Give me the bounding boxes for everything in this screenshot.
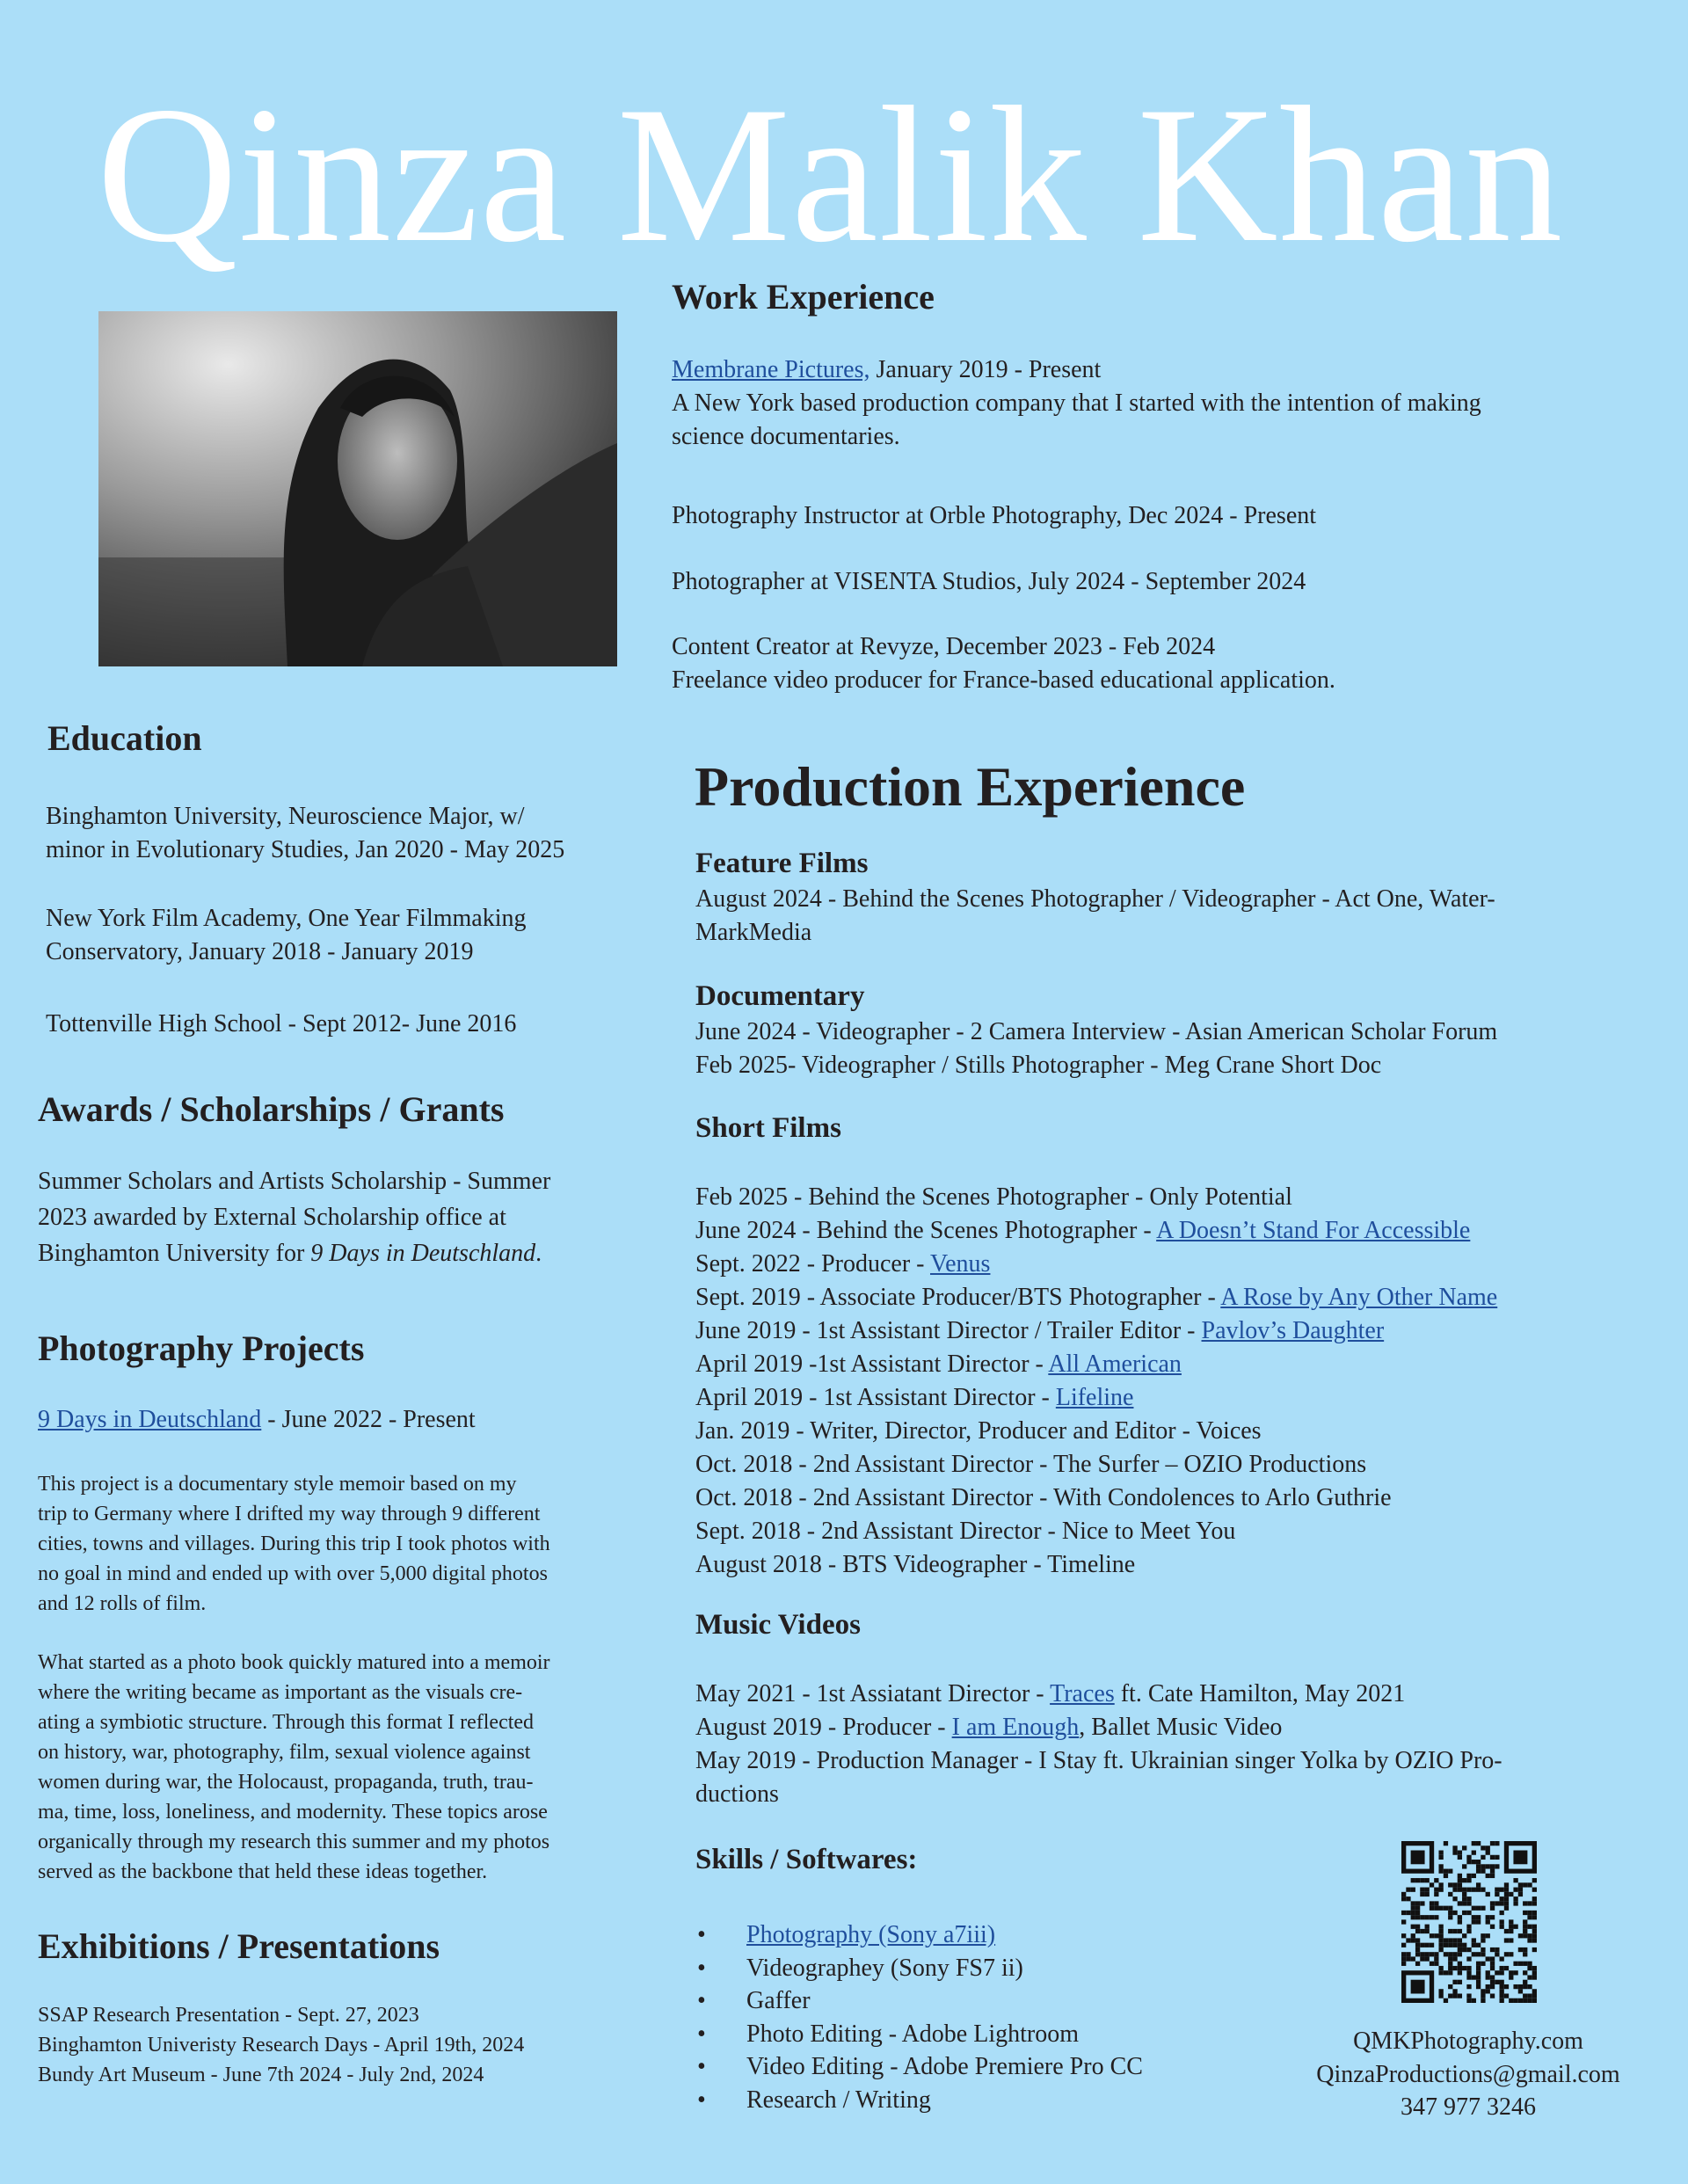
project-link[interactable]: 9 Days in Deutschland bbox=[38, 1406, 262, 1433]
work-experience-heading: Work Experience bbox=[672, 277, 935, 317]
music-video-text: ft. Cate Hamilton, May 2021 bbox=[1114, 1680, 1406, 1707]
project-text-line: ma, time, loss, loneliness, and modernity. These topics arose bbox=[38, 1801, 548, 1824]
exhibitions-list bbox=[38, 2000, 653, 2090]
exhibition-item: Bundy Art Museum - June 7th 2024 - July 2nd, 2024 bbox=[38, 2064, 484, 2086]
music-video-text: ductions bbox=[695, 1780, 779, 1808]
skill-item bbox=[695, 2050, 1258, 2084]
music-video-item bbox=[695, 1678, 1671, 1711]
exhibitions-heading: Exhibitions / Presentations bbox=[38, 1926, 440, 1966]
documentary-list bbox=[695, 1016, 1671, 1082]
work-revyze bbox=[672, 630, 1335, 697]
membrane-desc-1: A New York based production company that I started with the intention of making bbox=[672, 389, 1481, 417]
membrane-pictures-link[interactable]: Membrane Pictures, bbox=[672, 356, 870, 383]
short-film-text: August 2018 - BTS Videographer - Timeline bbox=[695, 1551, 1136, 1578]
work-membrane bbox=[672, 353, 1656, 454]
short-film-text: Oct. 2018 - 2nd Assistant Director - The Surfer – OZIO Productions bbox=[695, 1451, 1367, 1478]
production-heading: Production Experience bbox=[695, 755, 1246, 818]
documentary-item: Feb 2025- Videographer / Stills Photographer - Meg Crane Short Doc bbox=[695, 1052, 1382, 1079]
short-film-item bbox=[695, 1281, 1671, 1314]
project-text-line: women during war, the Holocaust, propaganda, truth, trau- bbox=[38, 1771, 534, 1794]
music-videos-list bbox=[695, 1678, 1671, 1811]
project-text-line: cities, towns and villages. During this trip I took photos with bbox=[38, 1532, 550, 1555]
awards-line: 2023 awarded by External Scholarship office at bbox=[38, 1204, 506, 1231]
education-item bbox=[46, 1008, 644, 1041]
awards-heading: Awards / Scholarships / Grants bbox=[38, 1089, 505, 1129]
skill-item bbox=[695, 1952, 1258, 1985]
bullet-icon: • bbox=[697, 2020, 706, 2048]
awards-line: Summer Scholars and Artists Scholarship - Summer bbox=[38, 1168, 551, 1195]
website-link[interactable]: QMKPhotography.com bbox=[1353, 2027, 1583, 2055]
education-heading: Education bbox=[47, 718, 202, 758]
education-item bbox=[46, 902, 644, 969]
short-film-item bbox=[695, 1415, 1671, 1448]
revyze-title: Content Creator at Revyze, December 2023 - Feb 2024 bbox=[672, 633, 1216, 660]
skill-link[interactable]: Photography (Sony a7iii) bbox=[746, 1921, 996, 1948]
short-film-link[interactable]: Pavlov’s Daughter bbox=[1201, 1317, 1385, 1344]
music-video-item bbox=[695, 1778, 1671, 1811]
short-film-text: June 2024 - Behind the Scenes Photographer - bbox=[695, 1217, 1157, 1244]
short-film-item bbox=[695, 1348, 1671, 1381]
short-film-item bbox=[695, 1481, 1671, 1515]
short-film-item bbox=[695, 1448, 1671, 1481]
skill-text: Gaffer bbox=[746, 1987, 811, 2014]
skills-heading: Skills / Softwares: bbox=[695, 1844, 918, 1875]
photography-heading: Photography Projects bbox=[38, 1329, 365, 1368]
work-visenta: Photographer at VISENTA Studios, July 2024 - September 2024 bbox=[672, 568, 1306, 595]
awards-line-end: . bbox=[535, 1240, 542, 1267]
qr-code-image bbox=[1401, 1841, 1537, 2003]
short-film-text: Sept. 2022 - Producer - bbox=[695, 1250, 930, 1278]
short-film-text: Jan. 2019 - Writer, Director, Producer and Editor - Voices bbox=[695, 1417, 1262, 1445]
music-video-item bbox=[695, 1711, 1671, 1744]
short-film-text: Sept. 2018 - 2nd Assistant Director - Nice to Meet You bbox=[695, 1518, 1236, 1545]
short-film-text: April 2019 -1st Assistant Director - bbox=[695, 1350, 1049, 1378]
membrane-dates: January 2019 - Present bbox=[869, 356, 1102, 383]
education-line: New York Film Academy, One Year Filmmaking bbox=[46, 905, 527, 932]
short-film-link[interactable]: All American bbox=[1048, 1350, 1182, 1378]
short-film-text: Oct. 2018 - 2nd Assistant Director - With Condolences to Arlo Guthrie bbox=[695, 1484, 1392, 1511]
project-text-line: served as the backbone that held these ideas together. bbox=[38, 1860, 488, 1883]
short-film-item bbox=[695, 1314, 1671, 1348]
project-text-line: ating a symbiotic structure. Through this format I reflected bbox=[38, 1711, 535, 1734]
work-orble: Photography Instructor at Orble Photography, Dec 2024 - Present bbox=[672, 502, 1317, 529]
skill-item bbox=[695, 1984, 1258, 2018]
project-text-line: and 12 rolls of film. bbox=[38, 1592, 207, 1615]
feature-films-list bbox=[695, 883, 1671, 950]
skill-text: Photo Editing - Adobe Lightroom bbox=[746, 2020, 1079, 2048]
exhibition-item: Binghamton Univeristy Research Days - April 19th, 2024 bbox=[38, 2034, 525, 2057]
music-video-item bbox=[695, 1744, 1671, 1778]
bullet-icon: • bbox=[697, 1954, 706, 1982]
short-film-text: June 2019 - 1st Assistant Director / Trailer Editor - bbox=[695, 1317, 1202, 1344]
name-title: Qinza Malik Khan bbox=[97, 67, 1564, 283]
documentary-heading: Documentary bbox=[695, 980, 865, 1012]
project-text-line: trip to Germany where I drifted my way through 9 different bbox=[38, 1503, 541, 1525]
education-line: minor in Evolutionary Studies, Jan 2020 - May 2025 bbox=[46, 836, 565, 863]
short-film-link[interactable]: Lifeline bbox=[1055, 1384, 1134, 1411]
feature-film-item: MarkMedia bbox=[695, 919, 812, 946]
short-film-text: April 2019 - 1st Assistant Director - bbox=[695, 1384, 1056, 1411]
project-dates: - June 2022 - Present bbox=[261, 1406, 476, 1433]
qr-code-icon[interactable] bbox=[1401, 1841, 1537, 2003]
education-line: Tottenville High School - Sept 2012- June 2016 bbox=[46, 1010, 517, 1037]
short-film-link[interactable]: Venus bbox=[930, 1250, 991, 1278]
awards-text bbox=[38, 1163, 653, 1271]
music-video-text: May 2019 - Production Manager - I Stay ft. Ukrainian singer Yolka by OZIO Pro- bbox=[695, 1747, 1502, 1774]
project-text-line: on history, war, photography, film, sexual violence against bbox=[38, 1741, 531, 1764]
music-video-text: , Ballet Music Video bbox=[1079, 1714, 1283, 1741]
short-film-item bbox=[695, 1248, 1671, 1281]
short-films-heading: Short Films bbox=[695, 1112, 841, 1144]
skill-item bbox=[695, 2018, 1258, 2051]
email-link[interactable]: QinzaProductions@gmail.com bbox=[1316, 2060, 1620, 2088]
short-film-item bbox=[695, 1214, 1671, 1248]
education-line: Binghamton University, Neuroscience Major, w/ bbox=[46, 803, 525, 830]
project-text-line: no goal in mind and ended up with over 5,000 digital photos bbox=[38, 1562, 548, 1585]
exhibition-item: SSAP Research Presentation - Sept. 27, 2023 bbox=[38, 2004, 419, 2027]
portrait-image bbox=[98, 311, 617, 666]
feature-film-item: August 2024 - Behind the Scenes Photographer / Videographer - Act One, Water- bbox=[695, 885, 1495, 913]
short-film-item bbox=[695, 1181, 1671, 1214]
short-film-text: Sept. 2019 - Associate Producer/BTS Photographer - bbox=[695, 1284, 1221, 1311]
membrane-desc-2: science documentaries. bbox=[672, 423, 900, 450]
music-video-text: August 2019 - Producer - bbox=[695, 1714, 952, 1741]
awards-line: Binghamton University for bbox=[38, 1240, 311, 1267]
music-video-link[interactable]: Traces bbox=[1050, 1680, 1115, 1707]
work-experience-section bbox=[672, 278, 1656, 317]
phone-number: 347 977 3246 bbox=[1401, 2093, 1536, 2121]
skill-item bbox=[695, 2084, 1258, 2117]
contact-block bbox=[1266, 2025, 1670, 2124]
feature-films-heading: Feature Films bbox=[695, 848, 869, 879]
project-description-2 bbox=[38, 1648, 653, 1887]
skill-item bbox=[695, 1918, 1258, 1952]
short-film-link[interactable]: A Doesn’t Stand For Accessible bbox=[1156, 1217, 1471, 1244]
bullet-icon: • bbox=[697, 2086, 706, 2114]
project-text-line: where the writing became as important as the visuals cre- bbox=[38, 1681, 523, 1704]
music-video-link[interactable]: I am Enough bbox=[951, 1714, 1080, 1741]
project-text-line: This project is a documentary style memoir based on my bbox=[38, 1473, 517, 1496]
education-item bbox=[46, 800, 644, 867]
education-line: Conservatory, January 2018 - January 2019 bbox=[46, 938, 474, 965]
skill-text: Videographey (Sony FS7 ii) bbox=[746, 1954, 1023, 1982]
short-film-item bbox=[695, 1381, 1671, 1415]
bullet-icon: • bbox=[697, 1987, 706, 2014]
short-film-item bbox=[695, 1548, 1671, 1582]
skill-text: Video Editing - Adobe Premiere Pro CC bbox=[746, 2053, 1143, 2080]
revyze-desc: Freelance video producer for France-based educational application. bbox=[672, 666, 1335, 694]
short-film-text: Feb 2025 - Behind the Scenes Photographer - Only Potential bbox=[695, 1183, 1292, 1211]
documentary-item: June 2024 - Videographer - 2 Camera Interview - Asian American Scholar Forum bbox=[695, 1018, 1498, 1045]
short-films-list bbox=[695, 1181, 1671, 1582]
portrait-photo bbox=[98, 311, 617, 666]
bullet-icon: • bbox=[697, 1921, 706, 1948]
skills-list bbox=[695, 1918, 1258, 2116]
awards-project-title: 9 Days in Deutschland bbox=[310, 1240, 536, 1267]
music-video-text: May 2021 - 1st Assiatant Director - bbox=[695, 1680, 1051, 1707]
skill-text: Research / Writing bbox=[746, 2086, 931, 2114]
bullet-icon: • bbox=[697, 2053, 706, 2080]
music-videos-heading: Music Videos bbox=[695, 1609, 861, 1641]
project-description-1 bbox=[38, 1469, 653, 1619]
project-text-line: organically through my research this summer and my photos bbox=[38, 1831, 550, 1853]
short-film-link[interactable]: A Rose by Any Other Name bbox=[1220, 1284, 1498, 1311]
short-film-item bbox=[695, 1515, 1671, 1548]
project-text-line: What started as a photo book quickly matured into a memoir bbox=[38, 1651, 550, 1674]
